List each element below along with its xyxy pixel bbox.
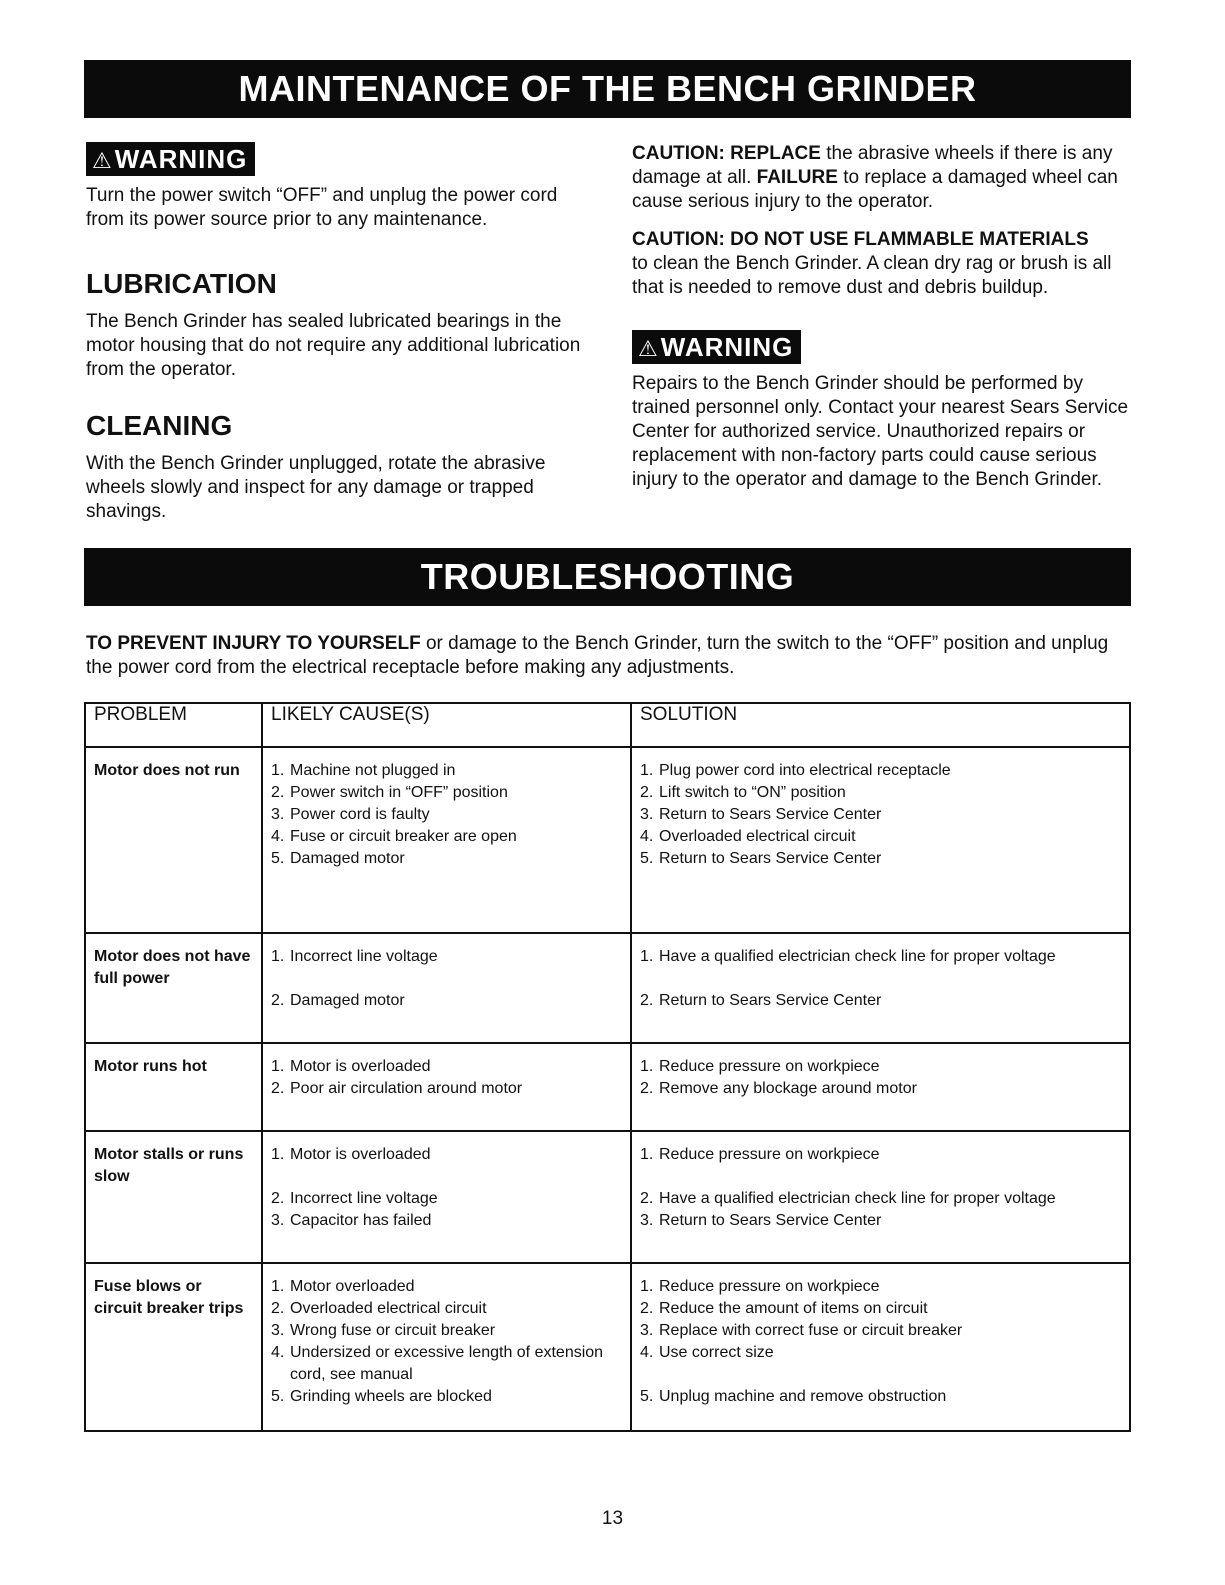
warning-triangle-icon: ⚠ (638, 336, 659, 361)
solution-item (640, 1276, 1121, 1298)
item-text: Plug power cord into electrical receptacle (659, 762, 951, 779)
item-number: 1. (271, 762, 285, 779)
cause-cell (262, 1263, 631, 1431)
cause-item (271, 946, 622, 968)
item-text: Return to Sears Service Center (659, 992, 882, 1009)
item-text: Capacitor has failed (290, 1212, 432, 1229)
item-number: 1. (271, 948, 285, 965)
cause-item (271, 826, 622, 848)
cause-cell (262, 933, 631, 1043)
repair-warning-text: Repairs to the Bench Grinder should be performed by trained personnel only. Contact your nearest Sears Service Center for authorized service. Unauthorized repairs or replacement with non-factory parts could cause serious injury to the operator and damage to the Bench Grinder. (632, 373, 1129, 490)
item-text: Return to Sears Service Center (659, 1212, 882, 1229)
cause-item (271, 804, 622, 826)
item-text: Replace with correct fuse or circuit breaker (659, 1322, 963, 1339)
item-text: Have a qualified electrician check line for proper voltage (659, 948, 1056, 965)
solution-item (640, 1386, 1121, 1408)
item-text: Reduce pressure on workpiece (659, 1278, 880, 1295)
item-number: 1. (271, 1146, 285, 1163)
problem-cell: Motor does not have full power (85, 933, 262, 1043)
problem-cell: Motor does not run (85, 747, 262, 933)
cleaning-text: With the Bench Grinder unplugged, rotate the abrasive wheels slowly and inspect for any damage or trapped shavings. (86, 453, 546, 522)
item-number: 1. (271, 1278, 285, 1295)
item-text: Have a qualified electrician check line for proper voltage (659, 1190, 1056, 1207)
item-number: 4. (271, 1344, 285, 1361)
solution-item (640, 1342, 1121, 1364)
item-number: 5. (640, 1388, 654, 1405)
item-text: Remove any blockage around motor (659, 1080, 917, 1097)
troubleshooting-table (84, 702, 1131, 1432)
lubrication-text: The Bench Grinder has sealed lubricated bearings in the motor housing that do not require any additional lubrication from the operator. (86, 311, 581, 380)
cause-item (271, 990, 622, 1012)
item-text: Reduce the amount of items on circuit (659, 1300, 928, 1317)
maintenance-right-column (632, 140, 1132, 492)
solution-item (640, 782, 1121, 804)
header-causes: LIKELY CAUSE(S) (262, 703, 631, 747)
cause-item (271, 782, 622, 804)
caution-flammable: CAUTION: DO NOT USE FLAMMABLE MATERIALS to clean the Bench Grinder. A clean dry rag or brush is all that is needed to remove dust and debris buildup. (632, 229, 1112, 298)
table-header-row (85, 703, 1130, 747)
cause-cell (262, 747, 631, 933)
item-number: 5. (640, 850, 654, 867)
item-text: Wrong fuse or circuit breaker (290, 1322, 496, 1339)
warning-triangle-icon: ⚠ (92, 148, 113, 173)
solution-cell (631, 1131, 1130, 1263)
solution-item (640, 826, 1121, 848)
header-solution: SOLUTION (631, 703, 1130, 747)
solution-item (640, 848, 1121, 870)
item-number: 1. (271, 1058, 285, 1075)
cause-item (271, 1342, 622, 1386)
item-number: 1. (640, 762, 654, 779)
cause-item (271, 760, 622, 782)
item-text: Reduce pressure on workpiece (659, 1058, 880, 1075)
item-number: 3. (640, 1322, 654, 1339)
item-text: Unplug machine and remove obstruction (659, 1388, 947, 1405)
item-text: Fuse or circuit breaker are open (290, 828, 517, 845)
item-number: 1. (640, 1058, 654, 1075)
page-number: 13 (601, 1508, 624, 1529)
item-text: Overloaded electrical circuit (659, 828, 856, 845)
item-text: Incorrect line voltage (290, 1190, 438, 1207)
item-text: Return to Sears Service Center (659, 850, 882, 867)
item-number: 1. (640, 1146, 654, 1163)
item-number: 3. (271, 1212, 285, 1229)
item-text: Reduce pressure on workpiece (659, 1146, 880, 1163)
item-number: 4. (640, 828, 654, 845)
warning-label: ⚠WARNING (632, 330, 801, 364)
item-text: Motor is overloaded (290, 1146, 431, 1163)
item-number: 2. (640, 784, 654, 801)
cause-item (271, 848, 622, 870)
table-row (85, 933, 1130, 1043)
troubleshooting-title: TROUBLESHOOTING (84, 548, 1131, 606)
cause-item (271, 1144, 622, 1166)
cause-item (271, 1078, 622, 1100)
solution-cell (631, 933, 1130, 1043)
item-number: 5. (271, 850, 285, 867)
warning-label: ⚠WARNING (86, 142, 255, 176)
item-number: 2. (271, 992, 285, 1009)
item-text: Incorrect line voltage (290, 948, 438, 965)
maintenance-title: MAINTENANCE OF THE BENCH GRINDER (84, 60, 1131, 118)
cause-item (271, 1276, 622, 1298)
lubrication-heading: LUBRICATION (86, 268, 277, 299)
problem-cell: Fuse blows or circuit breaker trips (85, 1263, 262, 1431)
cause-item (271, 1298, 622, 1320)
caution-replace: CAUTION: REPLACE the abrasive wheels if there is any damage at all. FAILURE to replace a damaged wheel can cause serious injury to the operator. (632, 143, 1118, 212)
item-text: Grinding wheels are blocked (290, 1388, 492, 1405)
item-number: 2. (271, 1190, 285, 1207)
solution-cell (631, 1043, 1130, 1131)
solution-item (640, 1078, 1121, 1100)
item-number: 3. (640, 806, 654, 823)
solution-item (640, 946, 1121, 968)
cause-cell (262, 1131, 631, 1263)
solution-cell (631, 747, 1130, 933)
problem-cell: Motor runs hot (85, 1043, 262, 1131)
item-number: 2. (640, 992, 654, 1009)
item-text: Motor overloaded (290, 1278, 415, 1295)
cause-item (271, 1188, 622, 1210)
solution-item (640, 1298, 1121, 1320)
item-text: Damaged motor (290, 992, 405, 1009)
solution-item (640, 1210, 1121, 1232)
solution-cell (631, 1263, 1130, 1431)
item-number: 2. (640, 1190, 654, 1207)
warning-text: Turn the power switch “OFF” and unplug the power cord from its power source prior to any maintenance. (86, 185, 558, 230)
item-text: Return to Sears Service Center (659, 806, 882, 823)
table-row (85, 1043, 1130, 1131)
solution-item (640, 1320, 1121, 1342)
item-number: 1. (640, 948, 654, 965)
cause-cell (262, 1043, 631, 1131)
item-number: 3. (271, 1322, 285, 1339)
maintenance-left-column (86, 140, 586, 524)
item-number: 2. (271, 784, 285, 801)
table-row (85, 1263, 1130, 1431)
solution-item (640, 760, 1121, 782)
cause-item (271, 1056, 622, 1078)
item-number: 4. (271, 828, 285, 845)
item-text: Power cord is faulty (290, 806, 430, 823)
cause-item (271, 1386, 622, 1408)
item-number: 2. (640, 1080, 654, 1097)
item-number: 4. (640, 1344, 654, 1361)
solution-item (640, 1056, 1121, 1078)
item-text: Motor is overloaded (290, 1058, 431, 1075)
item-number: 2. (640, 1300, 654, 1317)
solution-item (640, 804, 1121, 826)
item-text: Poor air circulation around motor (290, 1080, 523, 1097)
solution-item (640, 1188, 1121, 1210)
item-text: Overloaded electrical circuit (290, 1300, 487, 1317)
item-number: 5. (271, 1388, 285, 1405)
cleaning-heading: CLEANING (86, 410, 233, 441)
cause-item (271, 1210, 622, 1232)
prevent-injury-notice: TO PREVENT INJURY TO YOURSELF or damage to the Bench Grinder, turn the switch to the “OFF” position and unplug the power cord from the electrical receptacle before making any adjustments. (86, 633, 1109, 678)
item-number: 2. (271, 1300, 285, 1317)
item-text: Damaged motor (290, 850, 405, 867)
table-row (85, 1131, 1130, 1263)
item-number: 2. (271, 1080, 285, 1097)
table-row (85, 747, 1130, 933)
item-number: 3. (271, 806, 285, 823)
problem-cell: Motor stalls or runs slow (85, 1131, 262, 1263)
item-text: Lift switch to “ON” position (659, 784, 846, 801)
item-number: 1. (640, 1278, 654, 1295)
item-text: Use correct size (659, 1344, 774, 1361)
solution-item (640, 1144, 1121, 1166)
solution-item (640, 990, 1121, 1012)
item-text: Power switch in “OFF” position (290, 784, 508, 801)
item-number: 3. (640, 1212, 654, 1229)
item-text: Machine not plugged in (290, 762, 456, 779)
item-text: Undersized or excessive length of extension cord, see manual (290, 1344, 604, 1383)
header-problem: PROBLEM (85, 703, 262, 747)
cause-item (271, 1320, 622, 1342)
